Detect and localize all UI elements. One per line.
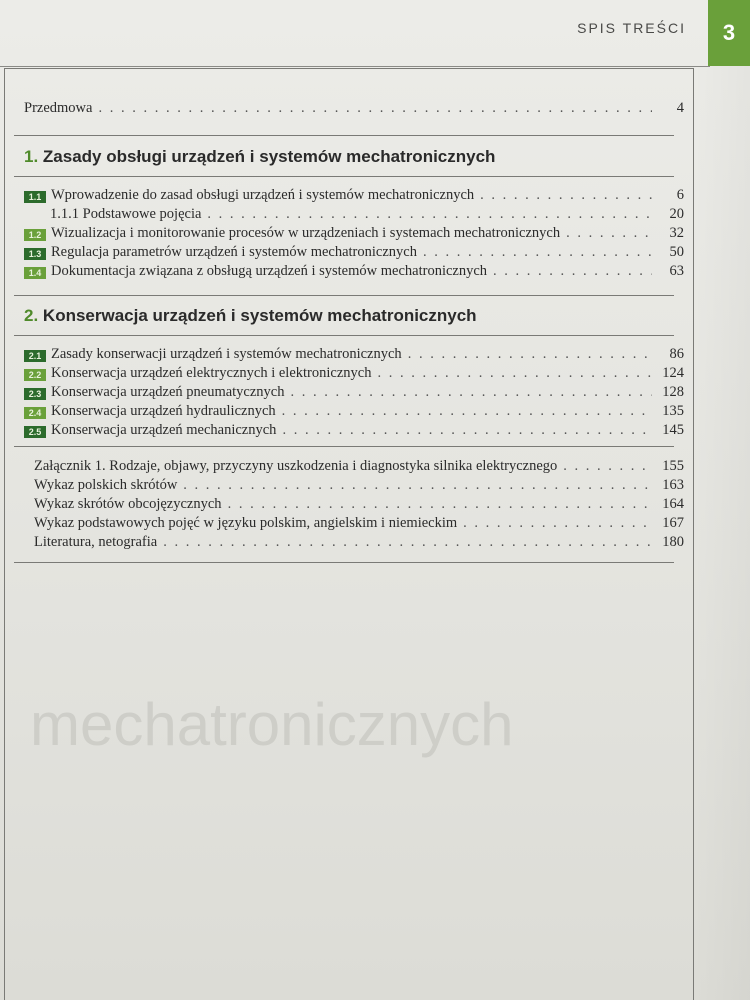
leader-dots: [377, 365, 652, 382]
section-divider: [14, 335, 674, 336]
leader-dots: [408, 346, 652, 363]
toc-entry-foreign-abbreviations[interactable]: [34, 496, 684, 514]
toc-entry-2-1[interactable]: [24, 346, 684, 364]
leader-dots: [163, 534, 652, 551]
leader-dots: [282, 403, 652, 420]
toc-entry-1-3[interactable]: [24, 244, 684, 262]
toc-entry-title: Wprowadzenie do zasad obsługi urządzeń i systemów mechatronicznych: [51, 187, 475, 203]
running-header: SPIS TREŚCI: [577, 20, 686, 36]
toc-entry-page: 4: [676, 100, 684, 116]
toc-entry-page: 128: [662, 384, 684, 400]
toc-entry-title: Konserwacja urządzeń hydraulicznych: [51, 403, 276, 419]
toc-entry-title: Załącznik 1. Rodzaje, objawy, przyczyny uszkodzenia i diagnostyka silnika elektrycznego: [34, 458, 558, 474]
page-number: 3: [722, 20, 736, 45]
leader-dots: [98, 100, 652, 117]
section-badge: 1.1: [24, 191, 46, 203]
toc-entry-title: Dokumentacja związana z obsługą urządzeń i systemów mechatronicznych: [51, 263, 488, 279]
chapter-number: 1.: [24, 147, 39, 166]
page-number-tab: [708, 0, 750, 66]
section-badge: 1.4: [24, 267, 46, 279]
toc-entry-page: 180: [662, 534, 684, 550]
chapter-heading-1[interactable]: [24, 147, 495, 167]
section-divider: [14, 176, 674, 177]
toc-entry-title: Wykaz polskich skrótów: [34, 477, 178, 493]
leader-dots: [493, 263, 652, 280]
toc-entry-1-1-1[interactable]: [50, 206, 684, 224]
toc-entry-title: Konserwacja urządzeń pneumatycznych: [51, 384, 285, 400]
toc-entry-page: 167: [662, 515, 684, 531]
leader-dots: [563, 458, 652, 475]
toc-entry-preface[interactable]: [24, 100, 684, 118]
chapter-title: Zasady obsługi urządzeń i systemów mechatronicznych: [42, 147, 496, 166]
toc-entry-1-2[interactable]: [24, 225, 684, 243]
toc-entry-2-3[interactable]: [24, 384, 684, 402]
leader-dots: [291, 384, 653, 401]
toc-entry-1-4[interactable]: [24, 263, 684, 281]
toc-entry-title: Konserwacja urządzeń elektrycznych i elektronicznych: [51, 365, 372, 381]
toc-entry-page: 155: [662, 458, 684, 474]
section-divider: [14, 295, 674, 296]
toc-entry-2-2[interactable]: [24, 365, 684, 383]
toc-entry-page: 135: [662, 403, 684, 419]
show-through-text: mechatronicznych: [30, 691, 514, 758]
toc-entry-glossary[interactable]: [34, 515, 684, 533]
toc-entry-page: 50: [669, 244, 684, 260]
toc-entry-page: 86: [669, 346, 684, 362]
toc-entry-title: Zasady konserwacji urządzeń i systemów mechatronicznych: [51, 346, 402, 362]
toc-entry-page: 124: [662, 365, 684, 381]
section-badge: 2.4: [24, 407, 46, 419]
toc-entry-page: 164: [662, 496, 684, 512]
leader-dots: [282, 422, 652, 439]
section-divider: [14, 446, 674, 447]
toc-entry-page: 32: [669, 225, 684, 241]
section-divider: [14, 562, 674, 563]
leader-dots: [566, 225, 652, 242]
section-divider: [14, 135, 674, 136]
toc-entry-page: 20: [669, 206, 684, 222]
section-badge: 2.1: [24, 350, 46, 362]
toc-entry-1-1[interactable]: [24, 187, 684, 205]
page-edge-shadow: [694, 66, 750, 1000]
chapter-heading-2[interactable]: [24, 306, 477, 326]
leader-dots: [423, 244, 652, 261]
toc-entry-bibliography[interactable]: [34, 534, 684, 552]
section-badge: 2.3: [24, 388, 46, 400]
section-badge: 1.2: [24, 229, 46, 241]
toc-entry-title: Wykaz podstawowych pojęć w języku polskim, angielskim i niemieckim: [34, 515, 458, 531]
leader-dots: [463, 515, 652, 532]
chapter-number: 2.: [24, 306, 39, 325]
section-badge: 2.2: [24, 369, 46, 381]
section-badge: 1.3: [24, 248, 46, 260]
leader-dots: [207, 206, 652, 223]
section-badge: 2.5: [24, 426, 46, 438]
chapter-title: Konserwacja urządzeń i systemów mechatronicznych: [42, 306, 477, 325]
toc-entry-page: 145: [662, 422, 684, 438]
leader-dots: [183, 477, 652, 494]
toc-entry-page: 6: [676, 187, 684, 203]
toc-entry-title: Przedmowa: [24, 100, 93, 116]
leader-dots: [228, 496, 652, 513]
toc-entry-title: 1.1.1 Podstawowe pojęcia: [50, 206, 202, 222]
toc-entry-page: 163: [662, 477, 684, 493]
toc-entry-appendix-1[interactable]: [34, 458, 684, 476]
toc-entry-2-4[interactable]: [24, 403, 684, 421]
header-rule: [0, 66, 710, 67]
toc-entry-polish-abbreviations[interactable]: [34, 477, 684, 495]
toc-entry-2-5[interactable]: [24, 422, 684, 440]
leader-dots: [480, 187, 652, 204]
toc-entry-page: 63: [669, 263, 684, 279]
toc-entry-title: Wykaz skrótów obcojęzycznych: [34, 496, 222, 512]
toc-entry-title: Literatura, netografia: [34, 534, 158, 550]
toc-entry-title: Konserwacja urządzeń mechanicznych: [51, 422, 277, 438]
toc-entry-title: Wizualizacja i monitorowanie procesów w urządzeniach i systemach mechatronicznych: [51, 225, 561, 241]
toc-entry-title: Regulacja parametrów urządzeń i systemów mechatronicznych: [51, 244, 417, 260]
